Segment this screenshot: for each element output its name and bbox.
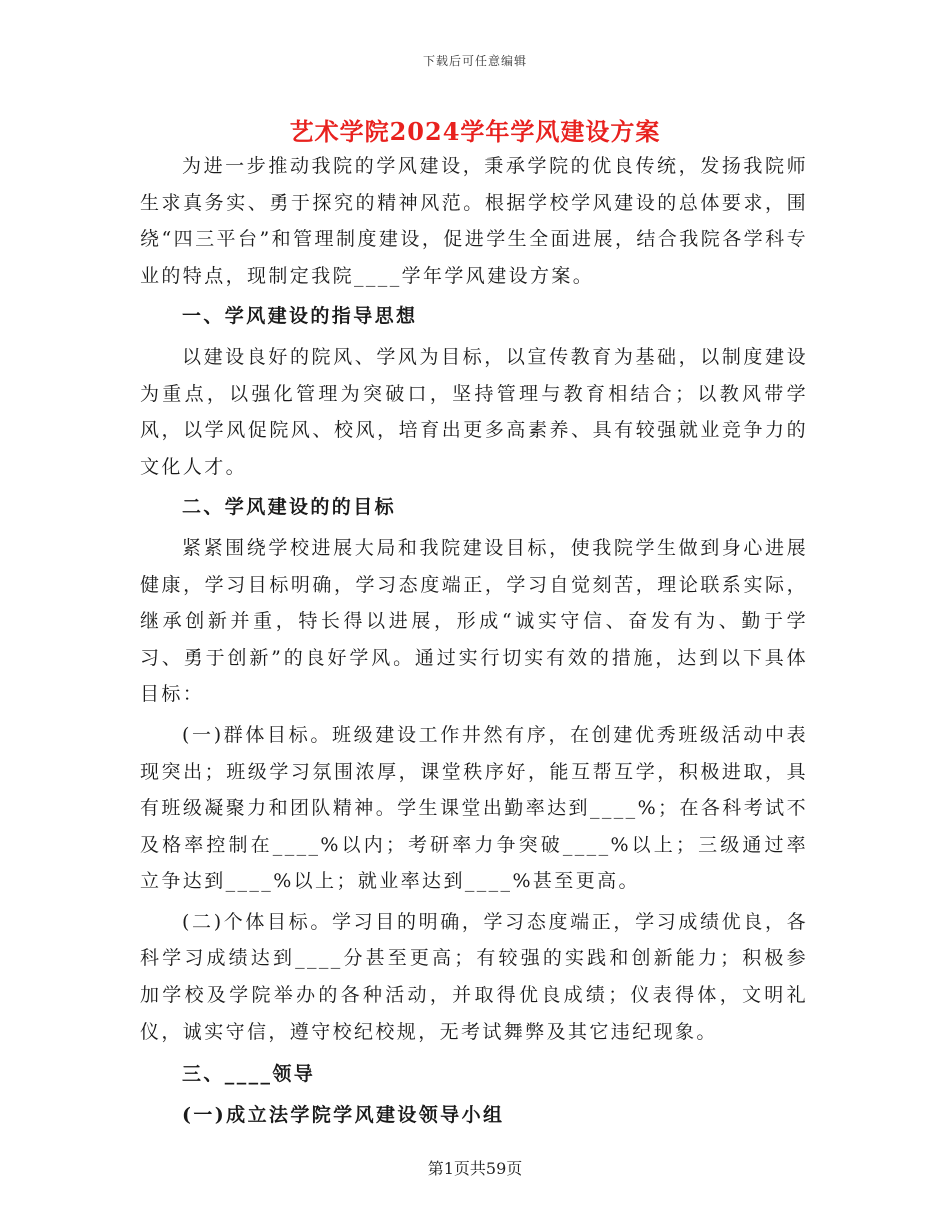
guiding-ideology-paragraph: 以建设良好的院风、学风为目标，以宣传教育为基础，以制度建设为重点，以强化管理为突破口，坚持管理与教育相结合；以教风带学风，以学风促院风、校风，培育出更多高素养、具有较强就业竞争力的文化人才。: [140, 345, 808, 478]
goals-paragraph: 紧紧围绕学校进展大局和我院建设目标，使我院学生做到身心进展健康，学习目标明确，学习态度端正，学习自觉刻苦，理论联系实际，继承创新并重，特长得以进展，形成“诚实守信、奋发有为、勤于学习、勇于创新”的良好学风。通过实行切实有效的措施，达到以下具体目标：: [140, 536, 808, 706]
group-goals-paragraph: (一)群体目标。班级建设工作井然有序，在创建优秀班级活动中表现突出；班级学习氛围浓厚，课堂秩序好，能互帮互学，积极进取，具有班级凝聚力和团队精神。学生课堂出勤率达到____%；在各科考试不及格率控制在____%以内；考研率力争突破____%以上；三级通过率立争达到____%以上；就业率达到____%甚至更高。: [140, 723, 808, 893]
individual-goals-paragraph: (二)个体目标。学习目的明确，学习态度端正，学习成绩优良，各科学习成绩达到____分甚至更高；有较强的实践和创新能力；积极参加学校及学院举办的各种活动，并取得优良成绩；仪表得体，文明礼仪，诚实守信，遵守校纪校规，无考试舞弊及其它违纪现象。: [140, 910, 808, 1043]
section-heading-guiding-ideology: 一、学风建设的指导思想: [182, 305, 418, 328]
page-footer: 第1页共59页: [427, 1159, 523, 1178]
section-heading-leadership: 三、____领导: [182, 1063, 316, 1086]
intro-paragraph: 为进一步推动我院的学风建设，秉承学院的优良传统，发扬我院师生求真务实、勇于探究的精神风范。根据学校学风建设的总体要求，围绕“四三平台”和管理制度建设，促进学生全面进展，结合我院各学科专业的特点，现制定我院____学年学风建设方案。: [140, 155, 808, 287]
header-note: 下载后可任意编辑: [422, 54, 527, 68]
section-heading-goals: 二、学风建设的的目标: [182, 496, 397, 519]
document-title: 艺术学院2024学年学风建设方案: [289, 117, 661, 146]
subsection-heading-leading-group: (一)成立法学院学风建设领导小组: [182, 1103, 505, 1126]
document-body: [140, 148, 808, 1137]
